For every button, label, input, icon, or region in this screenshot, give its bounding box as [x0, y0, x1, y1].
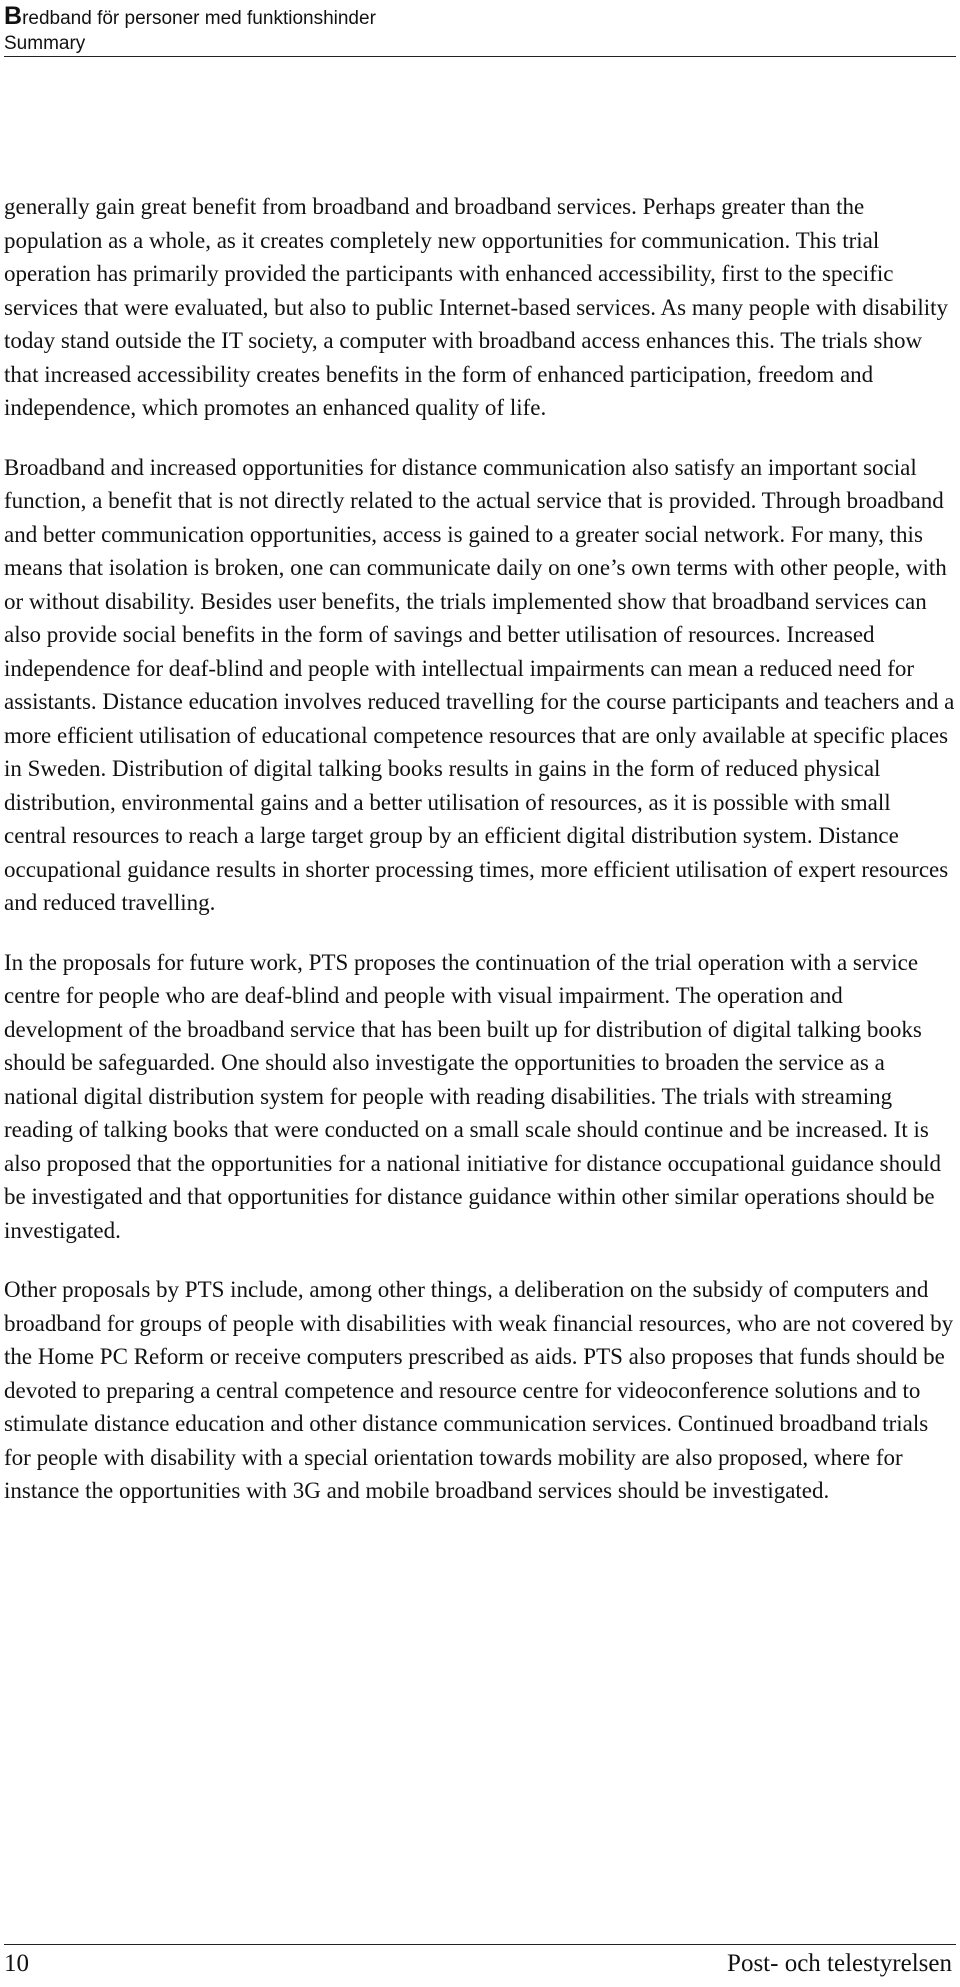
- paragraph: Other proposals by PTS include, among other things, a deliberation on the subsidy of computers and broadband for groups of people with disabilities with weak financial resources, who are not covered by the Home PC Reform or receive computers prescribed as aids. PTS also proposes that funds should be devoted to preparing a central competence and resource centre for videoconference solutions and to stimulate distance education and other distance communication services. Continued broadband trials for people with disability with a special orientation towards mobility are also proposed, where for instance the opportunities with 3G and mobile broadband services should be investigated.: [4, 1277, 954, 1503]
- section-subtitle: Summary: [4, 33, 86, 54]
- paragraph: generally gain great benefit from broadband and broadband services. Perhaps greater than the population as a whole, as it creates completely new opportunities for communication. This trial operation has primarily provided the participants with enhanced accessibility, first to the specific services that were evaluated, but also to public Internet-based services. As many people with disability today stand outside the IT society, a computer with broadband access enhances this. The trials show that increased accessibility creates benefits in the form of enhanced participation, freedom and independence, which promotes an enhanced quality of life.: [4, 194, 948, 420]
- document-title-initial: B: [4, 2, 23, 30]
- paragraph: In the proposals for future work, PTS proposes the continuation of the trial operation with a service centre for people who are deaf-blind and people with visual impairment. The operation and development of the broadband service that has been built up for distribution of digital talking books should be safeguarded. One should also investigate the opportunities to broaden the service as a national digital distribution system for people with reading disabilities. The trials with streaming reading of talking books that were conducted on a small scale should continue and be increased. It is also proposed that the opportunities for a national initiative for distance occupational guidance should be investigated and that opportunities for distance guidance within other similar operations should be investigated.: [4, 949, 941, 1243]
- page-footer: [4, 1944, 956, 1981]
- document-title-rest: redband för personer med funktionshinder: [22, 8, 376, 29]
- publisher-name: Post- och telestyrelsen: [727, 1950, 952, 1977]
- document-title: [4, 4, 956, 31]
- page-number: 10: [4, 1950, 29, 1977]
- body-text: [4, 190, 956, 1508]
- page-header: [4, 4, 956, 57]
- paragraph: Broadband and increased opportunities for distance communication also satisfy an important social function, a benefit that is not directly related to the actual service that is provided. Through broadband and better communication opportunities, access is gained to a greater social network. For many, this means that isolation is broken, one can communicate daily on one’s own terms with other people, with or without disability. Besides user benefits, the trials implemented show that broadband services can also provide social benefits in the form of savings and better utilisation of resources. Increased independence for deaf-blind and people with intellectual impairments can mean a reduced need for assistants. Distance education involves reduced travelling for the course participants and teachers and a more efficient utilisation of educational competence resources that are only available at specific places in Sweden. Distribution of digital talking books results in gains in the form of reduced physical distribution, environmental gains and a better utilisation of resources, as it is possible with small central resources to reach a large target group by an efficient digital distribution system. Distance occupational guidance results in shorter processing times, more efficient utilisation of expert resources and reduced travelling.: [4, 454, 955, 915]
